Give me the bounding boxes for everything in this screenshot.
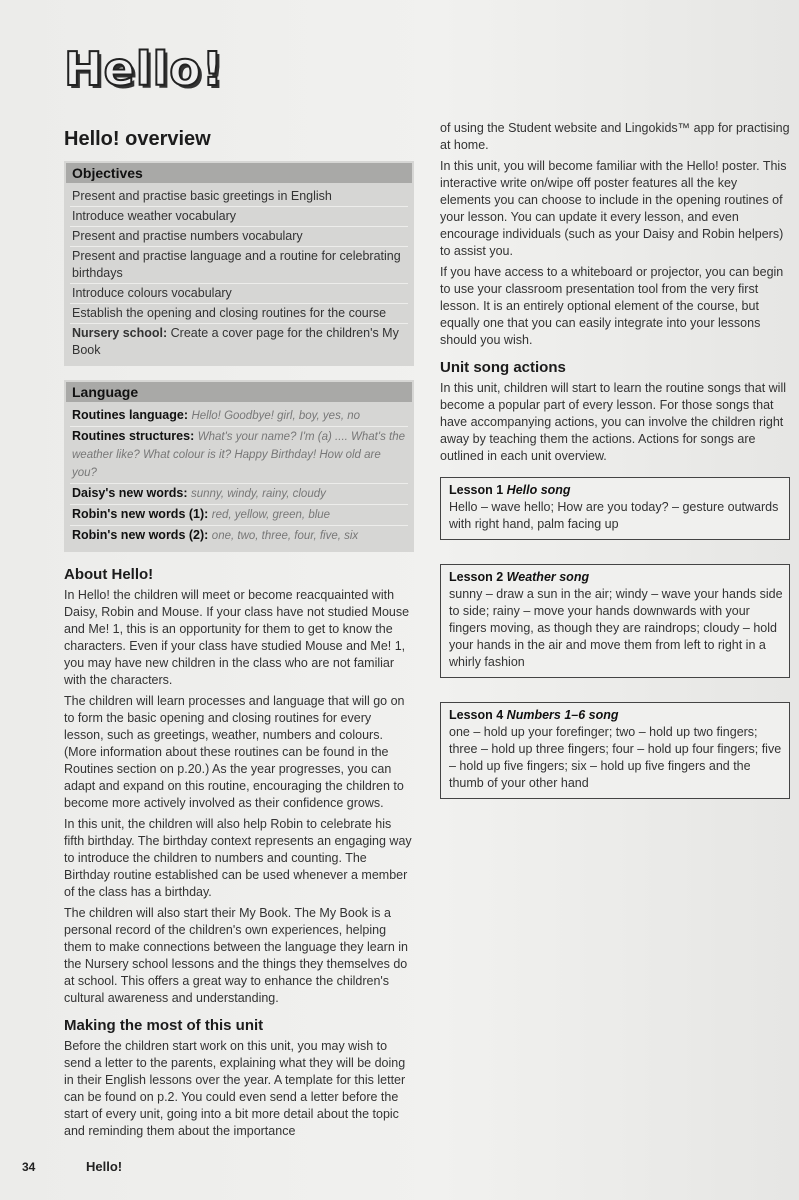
song-paragraph: In this unit, children will start to learn the routine songs that will become a popular part of every lesson. For those songs that have accompanying actions, you can involve the children right away by teaching them the actions. Actions for songs are outlined in each unit overview. [440,381,787,463]
objective-item: Introduce weather vocabulary [70,207,408,227]
objective-item: Introduce colours vocabulary [70,284,408,304]
right-paragraph: In this unit, you will become familiar with the Hello! poster. This interactive write on/wipe off poster features all the key elements you can choose to include in the opening routines of your lesson. You can update it every lesson, and even encourage individuals (such as your Daisy and Robin helpers) to assist you. [440,159,787,258]
footer-title: Hello! [86,1159,123,1174]
about-paragraph: In Hello! the children will meet or become reacquainted with Daisy, Robin and Mouse. If your class have not studied Mouse and Me! 1, this is an opportunity for them to get to know the characters. Even if your class have studied Mouse and Me! 1, you may have new children in the class who are not familiar with the characters. [64,588,410,687]
language-row [70,526,408,546]
language-row [70,406,408,427]
lesson-text: one – hold up your forefinger; two – hold up two fingers; three – hold up three fingers; four – hold up four fingers; five – hold up five fingers; six – hold up five fingers and the thumb of your other hand [449,725,782,790]
about-paragraph: In this unit, the children will also help Robin to celebrate his fifth birthday. The birthday context represents an engaging way to introduce the children to numbers and counting. The Birthday routine established can be used whenever a member of the class has a birthday. [64,817,412,899]
page-number: 34 [22,1160,36,1174]
nursery-label: Nursery school: [72,326,168,340]
about-paragraph: The children will learn processes and language that will go on to form the basic opening and closing routines for every lesson, such as greetings, weather, numbers and colours. (More information about these routines can be found in the Routines section on p.20.) As the year progresses, you can adapt and expand on this routine, encouraging the children to become more actively involved as their confidence grows. [64,694,405,810]
right-column [440,120,790,823]
right-paragraph: of using the Student website and Lingokids™ app for practising at home. [440,121,790,152]
lesson-box [440,477,790,540]
language-value: one, two, three, four, five, six [211,530,359,542]
lesson-heading [449,482,783,499]
lesson-label: Lesson 4 [449,708,504,722]
lesson-heading [449,707,783,724]
language-label: Language [66,382,412,402]
language-row [70,505,408,526]
language-box [64,380,414,552]
lesson-label: Lesson 1 [449,483,504,497]
about-paragraph: The children will also start their My Book. The My Book is a personal record of the children's own experiences, helping them to make connections between the language they learn in the Nursery school lessons and the things they themselves do at school. This offers a great way to enhance the children's cultural awareness and understanding. [64,906,408,1005]
about-heading: About Hello! [64,566,154,583]
right-paragraph: If you have access to a whiteboard or projector, you can begin to use your classroom presentation tool from the very first lesson. It is an entirely optional element of the course, but equally one that you can easily integrate into your lessons should you wish. [440,265,784,347]
objective-item: Present and practise basic greetings in English [70,187,408,207]
language-row [70,427,408,484]
language-value: red, yellow, green, blue [211,509,331,521]
language-value: What's your name? I'm (a) .... What's the weather like? What colour is it? Happy Birthday! How old are you? [72,431,405,479]
objectives-box [64,161,414,366]
language-value: Hello! Goodbye! girl, boy, yes, no [191,410,361,422]
objective-item: Establish the opening and closing routines for the course [70,304,408,324]
objectives-label: Objectives [66,163,412,183]
page-title: Hello! [64,42,224,96]
nursery-text: Create a cover page for the children's My Book [72,326,399,357]
lesson-box [440,564,790,678]
language-key: Routines structures: [72,429,195,443]
language-key: Daisy's new words: [72,486,188,500]
language-key: Routines language: [72,408,188,422]
language-value: sunny, windy, rainy, cloudy [191,488,326,500]
language-key: Robin's new words (1): [72,507,209,521]
lesson-song: Weather song [506,570,590,584]
lesson-label: Lesson 2 [449,570,504,584]
lesson-text: Hello – wave hello; How are you today? – gesture outwards with right hand, palm facing up [449,500,779,531]
lesson-song: Numbers 1–6 song [506,708,619,722]
lesson-text: sunny – draw a sun in the air; windy – wave your hands side to side; rainy – move your hands downwards with your fingers moving, as though they are raindrops; cloudy – hold your hands in the air and move them from left to right in a whirly fashion [449,587,783,669]
song-heading: Unit song actions [440,359,566,376]
lesson-box [440,702,790,799]
making-paragraph: Before the children start work on this unit, you may wish to send a letter to the parents, explaining what they will be doing in their English lessons over the year. A template for this letter can be found on p.2. You could even send a letter before the start of every unit, going into a bit more detail about the topic and reminding them about the importance [64,1039,406,1138]
left-column [64,128,414,1144]
overview-heading: Hello! overview [64,128,211,150]
objective-item: Present and practise language and a routine for celebrating birthdays [70,247,408,284]
objective-nursery [70,324,408,360]
objective-item: Present and practise numbers vocabulary [70,227,408,247]
language-row [70,484,408,505]
making-heading: Making the most of this unit [64,1017,264,1034]
language-key: Robin's new words (2): [72,528,209,542]
lesson-song: Hello song [506,483,571,497]
lesson-heading [449,569,783,586]
